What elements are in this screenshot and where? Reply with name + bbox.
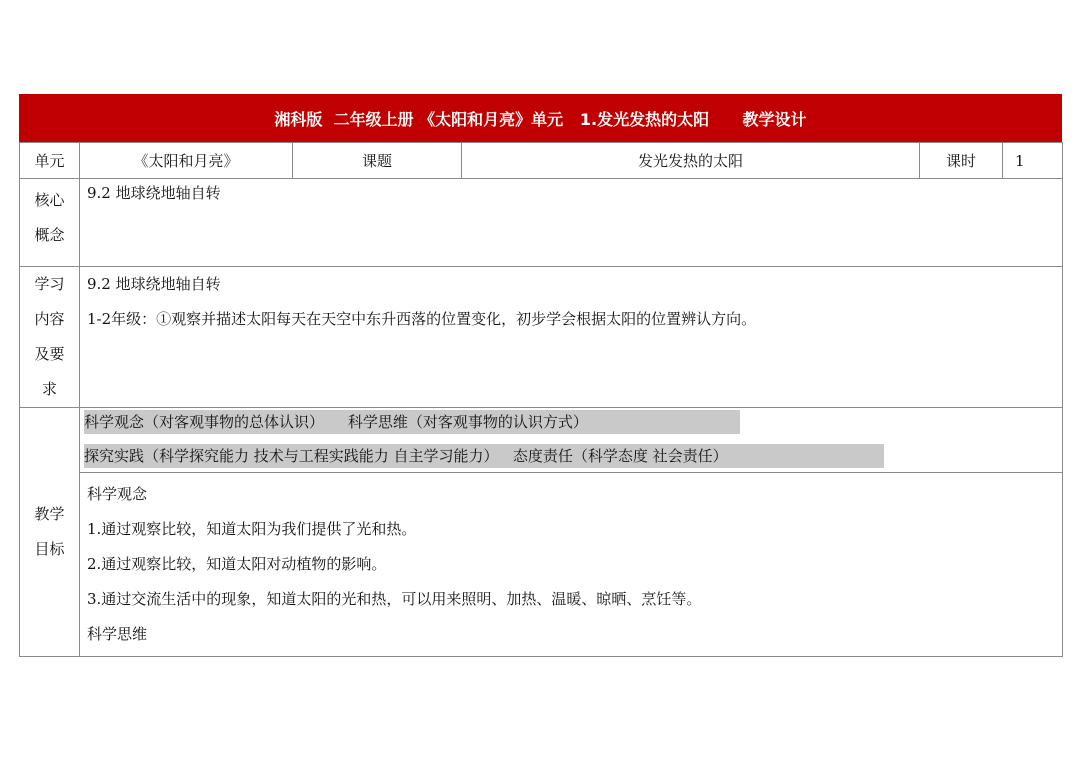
objectives-highlight: 科学观念（对客观事物的总体认识） 科学思维（对客观事物的认识方式） [84,410,740,434]
unit-label: 单元 [20,143,80,179]
period-value: 1 [1003,143,1063,179]
title-publisher: 湘科版 [274,109,323,129]
lesson-plan-document [19,94,1062,657]
topic-value: 发光发热的太阳 [462,143,920,179]
learning-content-label-line: 求 [41,380,57,398]
objectives-line: 科学观念 [87,485,148,503]
objectives-line: 2.通过观察比较，知道太阳对动植物的影响。 [87,555,387,573]
objectives-label-line: 教学 [34,505,65,523]
topic-label: 课题 [293,143,462,179]
objectives-label [20,408,80,657]
core-concept-row [20,179,1063,267]
objectives-highlight: 探究实践（科学探究能力 技术与工程实践能力 自主学习能力） 态度责任（科学态度 社会责任） [84,444,884,468]
learning-content-row [20,267,1063,408]
title-lesson: 1.发光发热的太阳 [579,109,710,129]
learning-content-label-line: 学习 [34,275,65,293]
period-label: 课时 [920,143,1003,179]
learning-content-content [80,267,1063,408]
objectives-line: 3.通过交流生活中的现象，知道太阳的光和热，可以用来照明、加热、温暖、晾晒、烹饪等。 [87,590,702,608]
core-concept-label [20,179,80,267]
title-unit: 《太阳和月亮》单元 [419,109,564,129]
core-concept-content [80,179,1063,267]
objectives-row [20,408,1063,657]
header-row [20,143,1063,179]
document-title-bar [19,94,1062,142]
objectives-content [80,408,1063,657]
learning-content-label [20,267,80,408]
objectives-categories [80,408,1062,473]
lesson-plan-table [19,142,1063,657]
objectives-line: 1.通过观察比较，知道太阳为我们提供了光和热。 [87,520,417,538]
learning-content-line: 9.2 地球绕地轴自转 [87,275,221,293]
core-concept-text: 9.2 地球绕地轴自转 [87,184,221,202]
title-grade: 二年级上册 [333,109,414,129]
core-concept-label-line: 概念 [34,226,65,244]
learning-content-line: 1-2年级：①观察并描述太阳每天在天空中东升西落的位置变化，初步学会根据太阳的位置辨认方向。 [87,310,757,328]
title-doc-type: 教学设计 [742,109,807,129]
objectives-label-line: 目标 [34,540,65,558]
objectives-line: 科学思维 [87,625,148,643]
objectives-details [80,473,1062,656]
unit-value: 《太阳和月亮》 [80,143,293,179]
learning-content-label-line: 及要 [34,345,65,363]
learning-content-label-line: 内容 [34,310,65,328]
core-concept-label-line: 核心 [34,191,65,209]
